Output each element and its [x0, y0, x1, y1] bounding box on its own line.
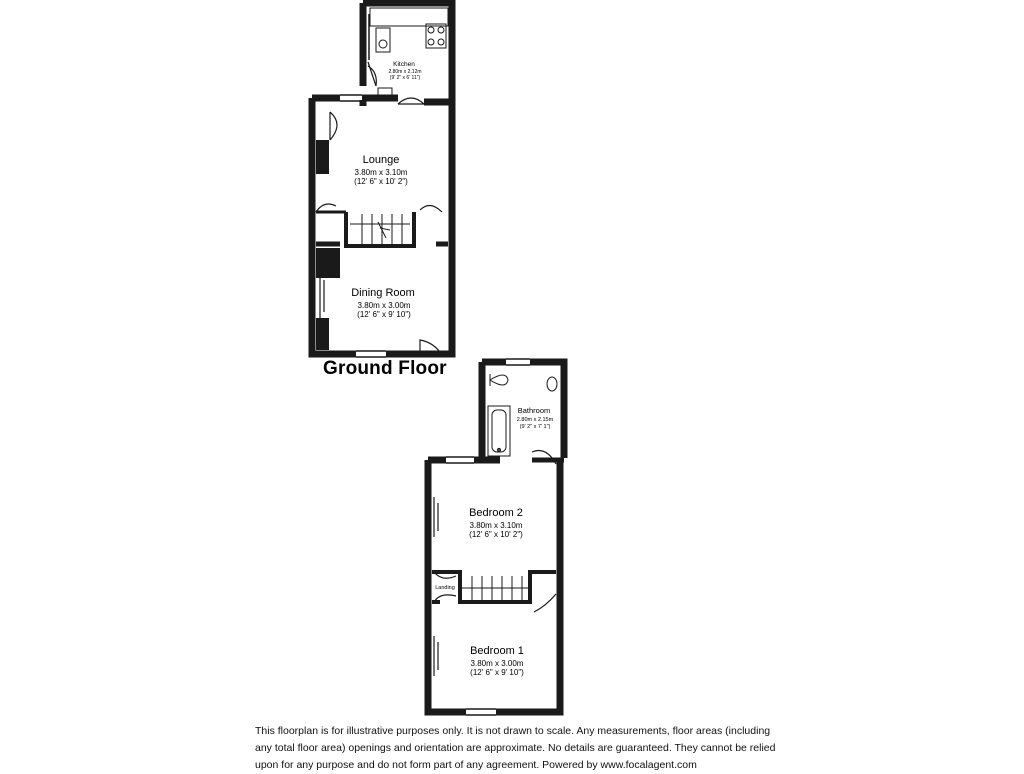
landing-name: Landing: [435, 585, 455, 591]
kitchen-name: Kitchen: [393, 61, 415, 68]
lounge-metric: 3.80m x 3.10m: [354, 168, 408, 177]
bedroom-2-imperial: (12' 6" x 10' 2"): [469, 530, 523, 539]
first-stairs: [462, 576, 528, 600]
first-doors: [434, 451, 556, 677]
disclaimer-text: This floorplan is for illustrative purposes only. It is not drawn to scale. Any measurements, floor areas (including any total floor area) openings and orientation are approximate. No details are guaranteed. They cannot be relied upon for any purpose and do not form part of any agreement. Powered by www.focalagent.com: [255, 725, 776, 771]
bedroom-1-imperial: (12' 6" x 9' 10"): [470, 668, 524, 677]
bedroom-2-metric: 3.80m x 3.10m: [469, 521, 523, 530]
bedroom-2-name: Bedroom 2: [469, 507, 523, 519]
bedroom-1-name: Bedroom 1: [470, 645, 524, 657]
lounge-imperial: (12' 6" x 10' 2"): [354, 177, 408, 186]
bathroom-imperial: (9' 2" x 7' 1"): [519, 424, 551, 430]
dining-room-name: Dining Room: [351, 287, 415, 299]
ground-stairs: [350, 214, 410, 244]
kitchen-imperial: (9' 2" x 6' 11"): [389, 75, 421, 81]
kitchen-metric: 2.80m x 2.12m: [388, 69, 422, 75]
kitchen-walls: [363, 3, 452, 106]
lounge-name: Lounge: [362, 154, 400, 166]
bathroom-name: Bathroom: [517, 406, 551, 415]
dining-room-metric: 3.80m x 3.00m: [357, 301, 411, 310]
bathroom-metric: 2.80m x 2.15m: [516, 417, 554, 423]
kitchen-fixtures: [370, 8, 448, 100]
bedroom-1-metric: 3.80m x 3.00m: [470, 659, 524, 668]
ground-floor-title: Ground Floor: [323, 358, 447, 379]
dining-room-imperial: (12' 6" x 9' 10"): [357, 310, 411, 319]
bathroom-fixtures: [488, 374, 557, 456]
